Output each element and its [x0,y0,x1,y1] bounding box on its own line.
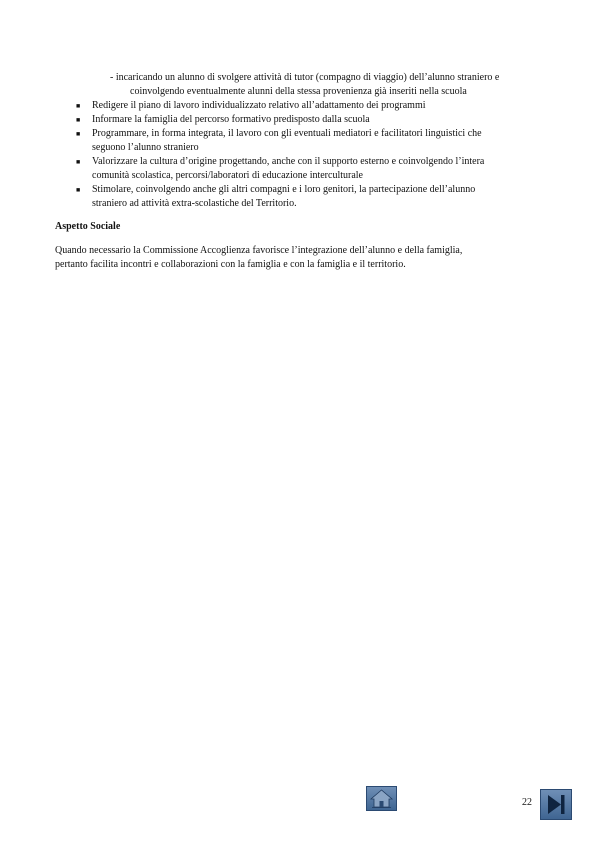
bullet-square-icon: ■ [76,186,81,194]
bullet-square-icon: ■ [76,130,81,138]
bullet-text: Redigere il piano di lavoro individualizzato relativo all’adattamento dei programmi [92,100,426,111]
sub-item-line-2: coinvolgendo eventualmente alunni della stessa provenienza già inseriti nella scuola [130,86,467,97]
sub-list-item [110,71,546,99]
paragraph-line-2: pertanto facilita incontri e collaborazioni con la famiglia e con la famiglia e il territorio. [55,259,406,270]
bullet-text: Valorizzare la cultura d’origine progettando, anche con il supporto esterno e coinvolgendo l’intera [92,156,485,167]
bullet-square-icon: ■ [76,116,81,124]
bullet-square-icon: ■ [76,102,81,110]
next-page-button[interactable] [540,789,572,820]
next-page-icon [541,790,571,819]
bullet-text: Informare la famiglia del percorso formativo predisposto dalla scuola [92,114,370,125]
bullet-text: Stimolare, coinvolgendo anche gli altri compagni e i loro genitori, la partecipazione dell’alunno [92,184,476,195]
sub-item-line-1: - incaricando un alunno di svolgere attività di tutor (compagno di viaggio) dell’alunno straniero e [110,72,500,83]
bullet-item [72,127,542,155]
bullet-text-continued: straniero ad attività extra-scolastiche del Territorio. [92,198,297,209]
bullet-square-icon: ■ [76,158,81,166]
home-button[interactable] [366,786,397,811]
bullet-item [72,113,542,127]
bullet-list [72,99,542,211]
bullet-item [72,183,542,211]
section-title: Aspetto Sociale [55,221,121,232]
home-icon [367,787,396,810]
bullet-item [72,99,542,113]
bullet-text-continued: comunità scolastica, percorsi/laboratori di educazione interculturale [92,170,363,181]
bullet-text-continued: seguono l’alunno straniero [92,142,199,153]
bullet-item [72,155,542,183]
page-number: 22 [522,797,532,808]
paragraph-line-1: Quando necessario la Commissione Accoglienza favorisce l’integrazione dell’alunno e della famiglia, [55,245,463,256]
bullet-text: Programmare, in forma integrata, il lavoro con gli eventuali mediatori e facilitatori linguistici che [92,128,482,139]
body-paragraph [55,244,535,272]
